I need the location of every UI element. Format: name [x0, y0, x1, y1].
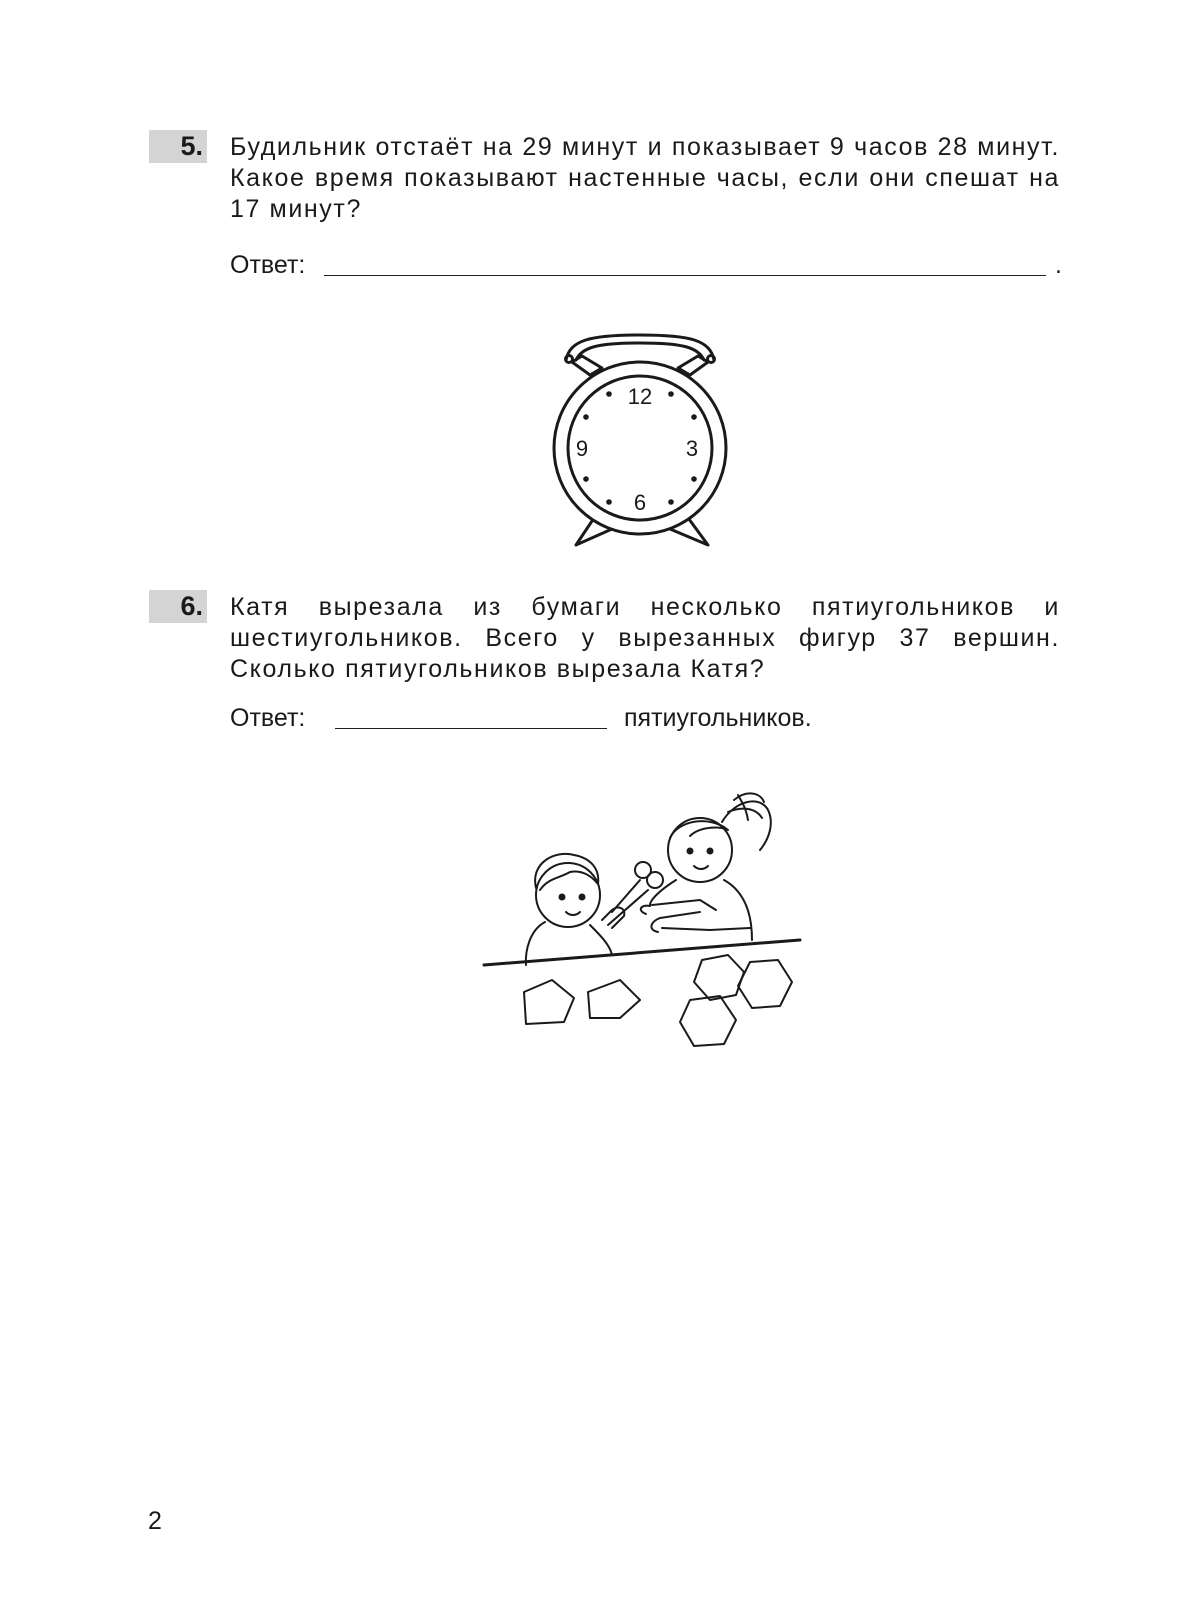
- pentagon-shape: [588, 980, 640, 1018]
- task-5-answer-suffix: .: [1055, 251, 1062, 279]
- girl-figure: [641, 793, 771, 940]
- hexagon-shape: [680, 996, 736, 1046]
- task-5-answer-field[interactable]: [324, 275, 1046, 276]
- clock-label-6: 6: [633, 490, 647, 515]
- hexagon-shape: [738, 960, 792, 1008]
- task-6-answer-field[interactable]: [335, 728, 607, 729]
- task-6-answer-suffix: пятиугольников.: [624, 704, 812, 732]
- hexagon-shape: [694, 955, 744, 1000]
- clock-label-12: 12: [627, 384, 653, 409]
- boy-figure: [526, 854, 663, 965]
- alarm-clock-illustration: [550, 330, 730, 550]
- children-cutting-shapes-illustration: [480, 785, 800, 1055]
- task-5-answer-label: Ответ:: [230, 251, 306, 279]
- task-6-answer-label: Ответ:: [230, 704, 306, 732]
- task-6-text: Катя вырезала из бумаги несколько пятиугольников и шестиугольников. Всего у вырезанных фигур 37 вершин. Сколько пятиугольников вырезала Катя?: [230, 593, 1060, 683]
- clock-label-3: 3: [685, 436, 699, 461]
- task-5-number: 5.: [149, 130, 207, 163]
- clock-label-9: 9: [575, 436, 589, 461]
- task-6-number: 6.: [149, 590, 207, 623]
- page-number: 2: [148, 1507, 162, 1535]
- pentagon-shape: [524, 980, 574, 1024]
- task-5-text: Будильник отстаёт на 29 минут и показывает 9 часов 28 минут. Какое время показывают настенные часы, если они спешат на 17 минут?: [230, 133, 1060, 223]
